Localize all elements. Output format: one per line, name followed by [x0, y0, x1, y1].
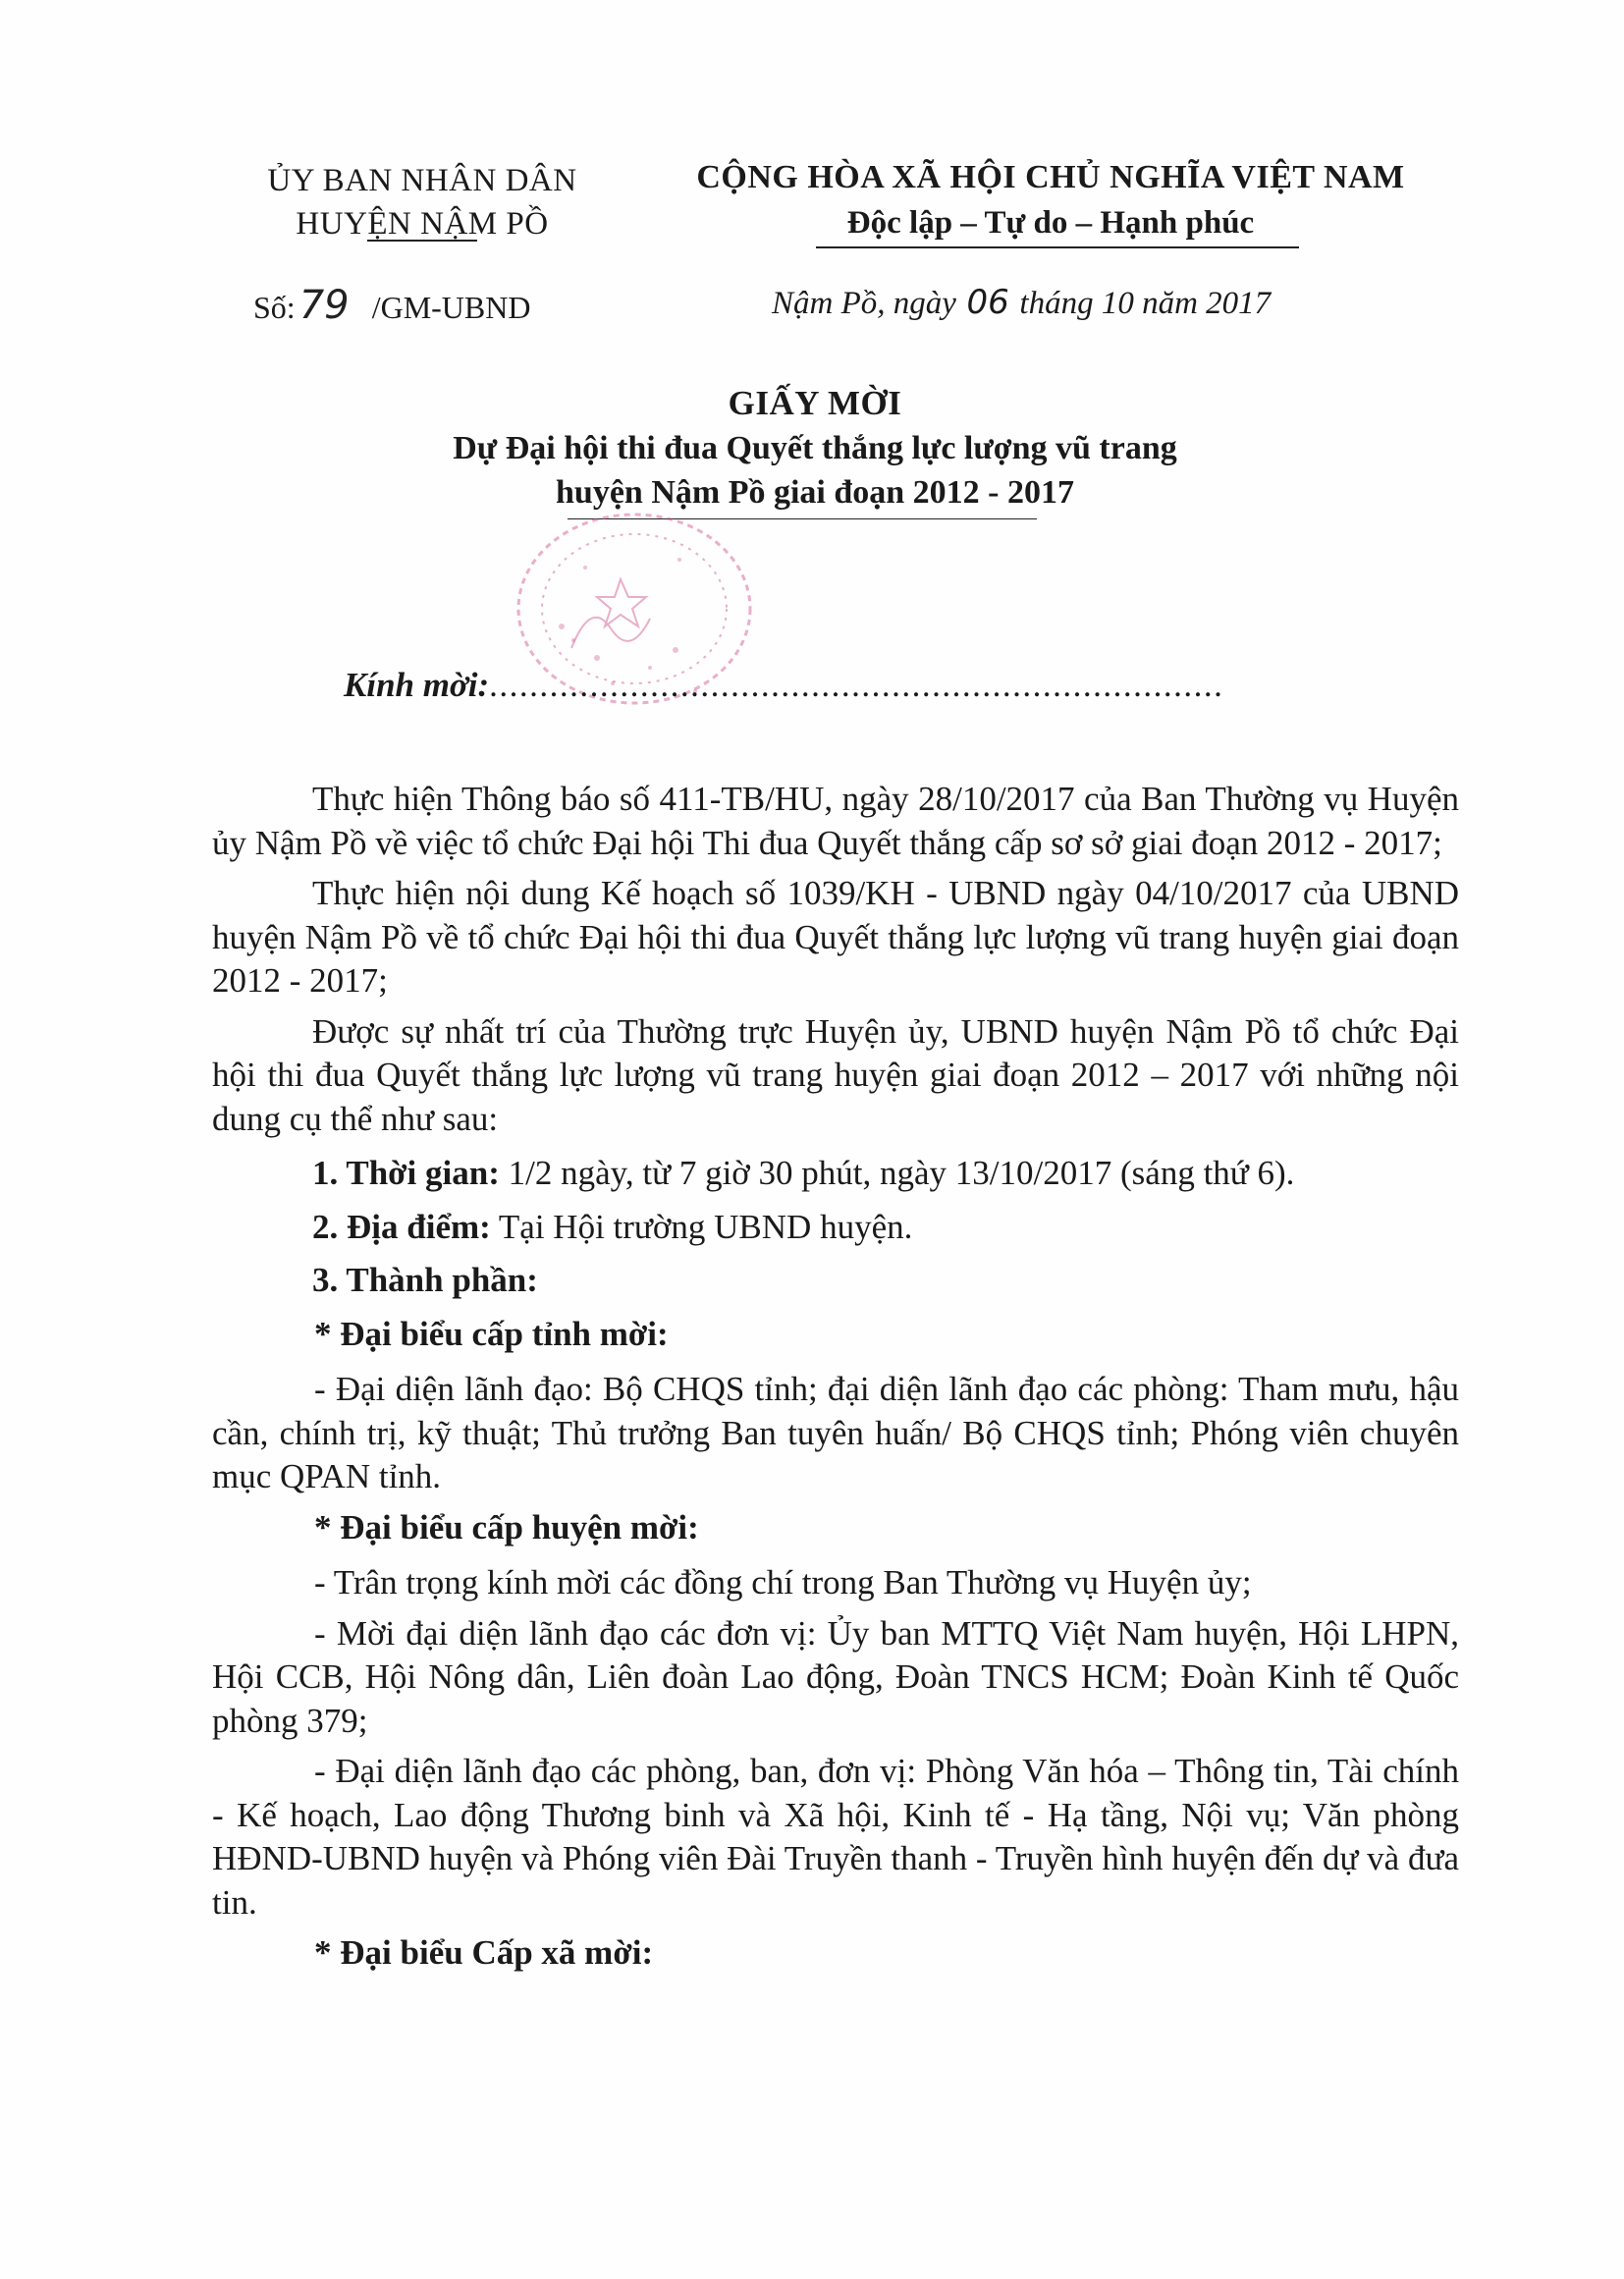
- invitee-blank: .........................................................................: [489, 666, 1224, 704]
- province-heading: * Đại biểu cấp tỉnh mời:: [314, 1314, 669, 1353]
- issuing-authority: [236, 159, 609, 245]
- authority-line-1: ỦY BAN NHÂN DÂN: [267, 163, 577, 198]
- country-name: CỘNG HÒA XÃ HỘI CHỦ NGHĨA VIỆT NAM: [696, 159, 1405, 195]
- item-composition: 3. Thành phần:: [312, 1261, 538, 1299]
- invitee-label: Kính mời:: [344, 666, 490, 704]
- document-title: [295, 381, 1335, 515]
- handwritten-day: 06: [966, 283, 1009, 322]
- province-text: - Đại diện lãnh đạo: Bộ CHQS tỉnh; đại diện lãnh đạo các phòng: Tham mưu, hậu cần, chính trị, kỹ thuật; Thủ trưởng Ban tuyên huấn/ Bộ CHQS tỉnh; Phóng viên chuyên mục QPAN tỉnh.: [212, 1370, 1459, 1495]
- date-prefix: Nậm Pồ, ngày: [772, 286, 956, 321]
- document-number: [253, 283, 530, 328]
- authority-underline: [367, 240, 477, 242]
- paragraph-1: Thực hiện Thông báo số 411-TB/HU, ngày 28/10/2017 của Ban Thường vụ Huyện ủy Nậm Pồ về việc tổ chức Đại hội Thi đua Quyết thắng cấp sơ sở giai đoạn 2012 - 2017;: [212, 780, 1459, 862]
- invitee-line: [344, 666, 1223, 705]
- handwritten-number: 79: [298, 283, 350, 328]
- place-value: Tại Hội trường UBND huyện.: [490, 1207, 913, 1246]
- item-time: [212, 1152, 1459, 1196]
- motto: Độc lập – Tự do – Hạnh phúc: [846, 205, 1255, 241]
- title-main: GIẤY MỜI: [728, 384, 902, 422]
- document-body: [212, 778, 1459, 1987]
- paragraph-3: Được sự nhất trí của Thường trực Huyện ủy, UBND huyện Nậm Pồ tổ chức Đại hội thi đua Quyết thắng lực lượng vũ trang huyện giai đoạn 2012 – 2017 với những nội dung cụ thể như sau:: [212, 1011, 1459, 1138]
- district-heading: * Đại biểu cấp huyện mời:: [314, 1507, 699, 1546]
- item-place: [212, 1206, 1459, 1250]
- title-subtitle-2: huyện Nậm Pồ giai đoạn 2012 - 2017: [556, 474, 1074, 511]
- district-text-3: - Đại diện lãnh đạo các phòng, ban, đơn vị: Phòng Văn hóa – Thông tin, Tài chính - Kế hoạch, Lao động Thương binh và Xã hội, Kinh tế - Hạ tầng, Nội vụ; Văn phòng HĐND-UBND huyện và Phóng viên Đài Truyền thanh - Truyền hình huyện đến dự và đưa tin.: [212, 1752, 1459, 1922]
- motto-underline: [816, 246, 1299, 248]
- commune-heading: * Đại biểu Cấp xã mời:: [314, 1933, 654, 1972]
- title-subtitle-1: Dự Đại hội thi đua Quyết thắng lực lượng vũ trang: [453, 430, 1177, 466]
- number-prefix: Số:: [253, 290, 296, 325]
- paragraph-2: Thực hiện nội dung Kế hoạch số 1039/KH - UBND ngày 04/10/2017 của UBND huyện Nậm Pồ về tổ chức Đại hội thi đua Quyết thắng lực lượng vũ trang huyện giai đoạn 2012 - 2017;: [212, 874, 1459, 1000]
- document-date: [772, 283, 1271, 322]
- authority-line-2: HUYỆN NẬM PỒ: [296, 206, 549, 242]
- number-suffix: /GM-UBND: [371, 290, 531, 325]
- date-suffix: tháng 10 năm 2017: [1019, 286, 1272, 321]
- place-label: 2. Địa điểm:: [312, 1207, 491, 1246]
- district-text-1: - Trân trọng kính mời các đồng chí trong Ban Thường vụ Huyện ủy;: [314, 1563, 1252, 1601]
- national-motto: [658, 155, 1443, 245]
- time-label: 1. Thời gian:: [312, 1154, 500, 1192]
- district-text-2: - Mời đại diện lãnh đạo các đơn vị: Ủy ban MTTQ Việt Nam huyện, Hội LHPN, Hội CCB, Hội Nông dân, Liên đoàn Lao động, Đoàn TNCS HCM; Đoàn Kinh tế Quốc phòng 379;: [212, 1613, 1459, 1740]
- time-value: 1/2 ngày, từ 7 giờ 30 phút, ngày 13/10/2017 (sáng thứ 6).: [499, 1154, 1295, 1192]
